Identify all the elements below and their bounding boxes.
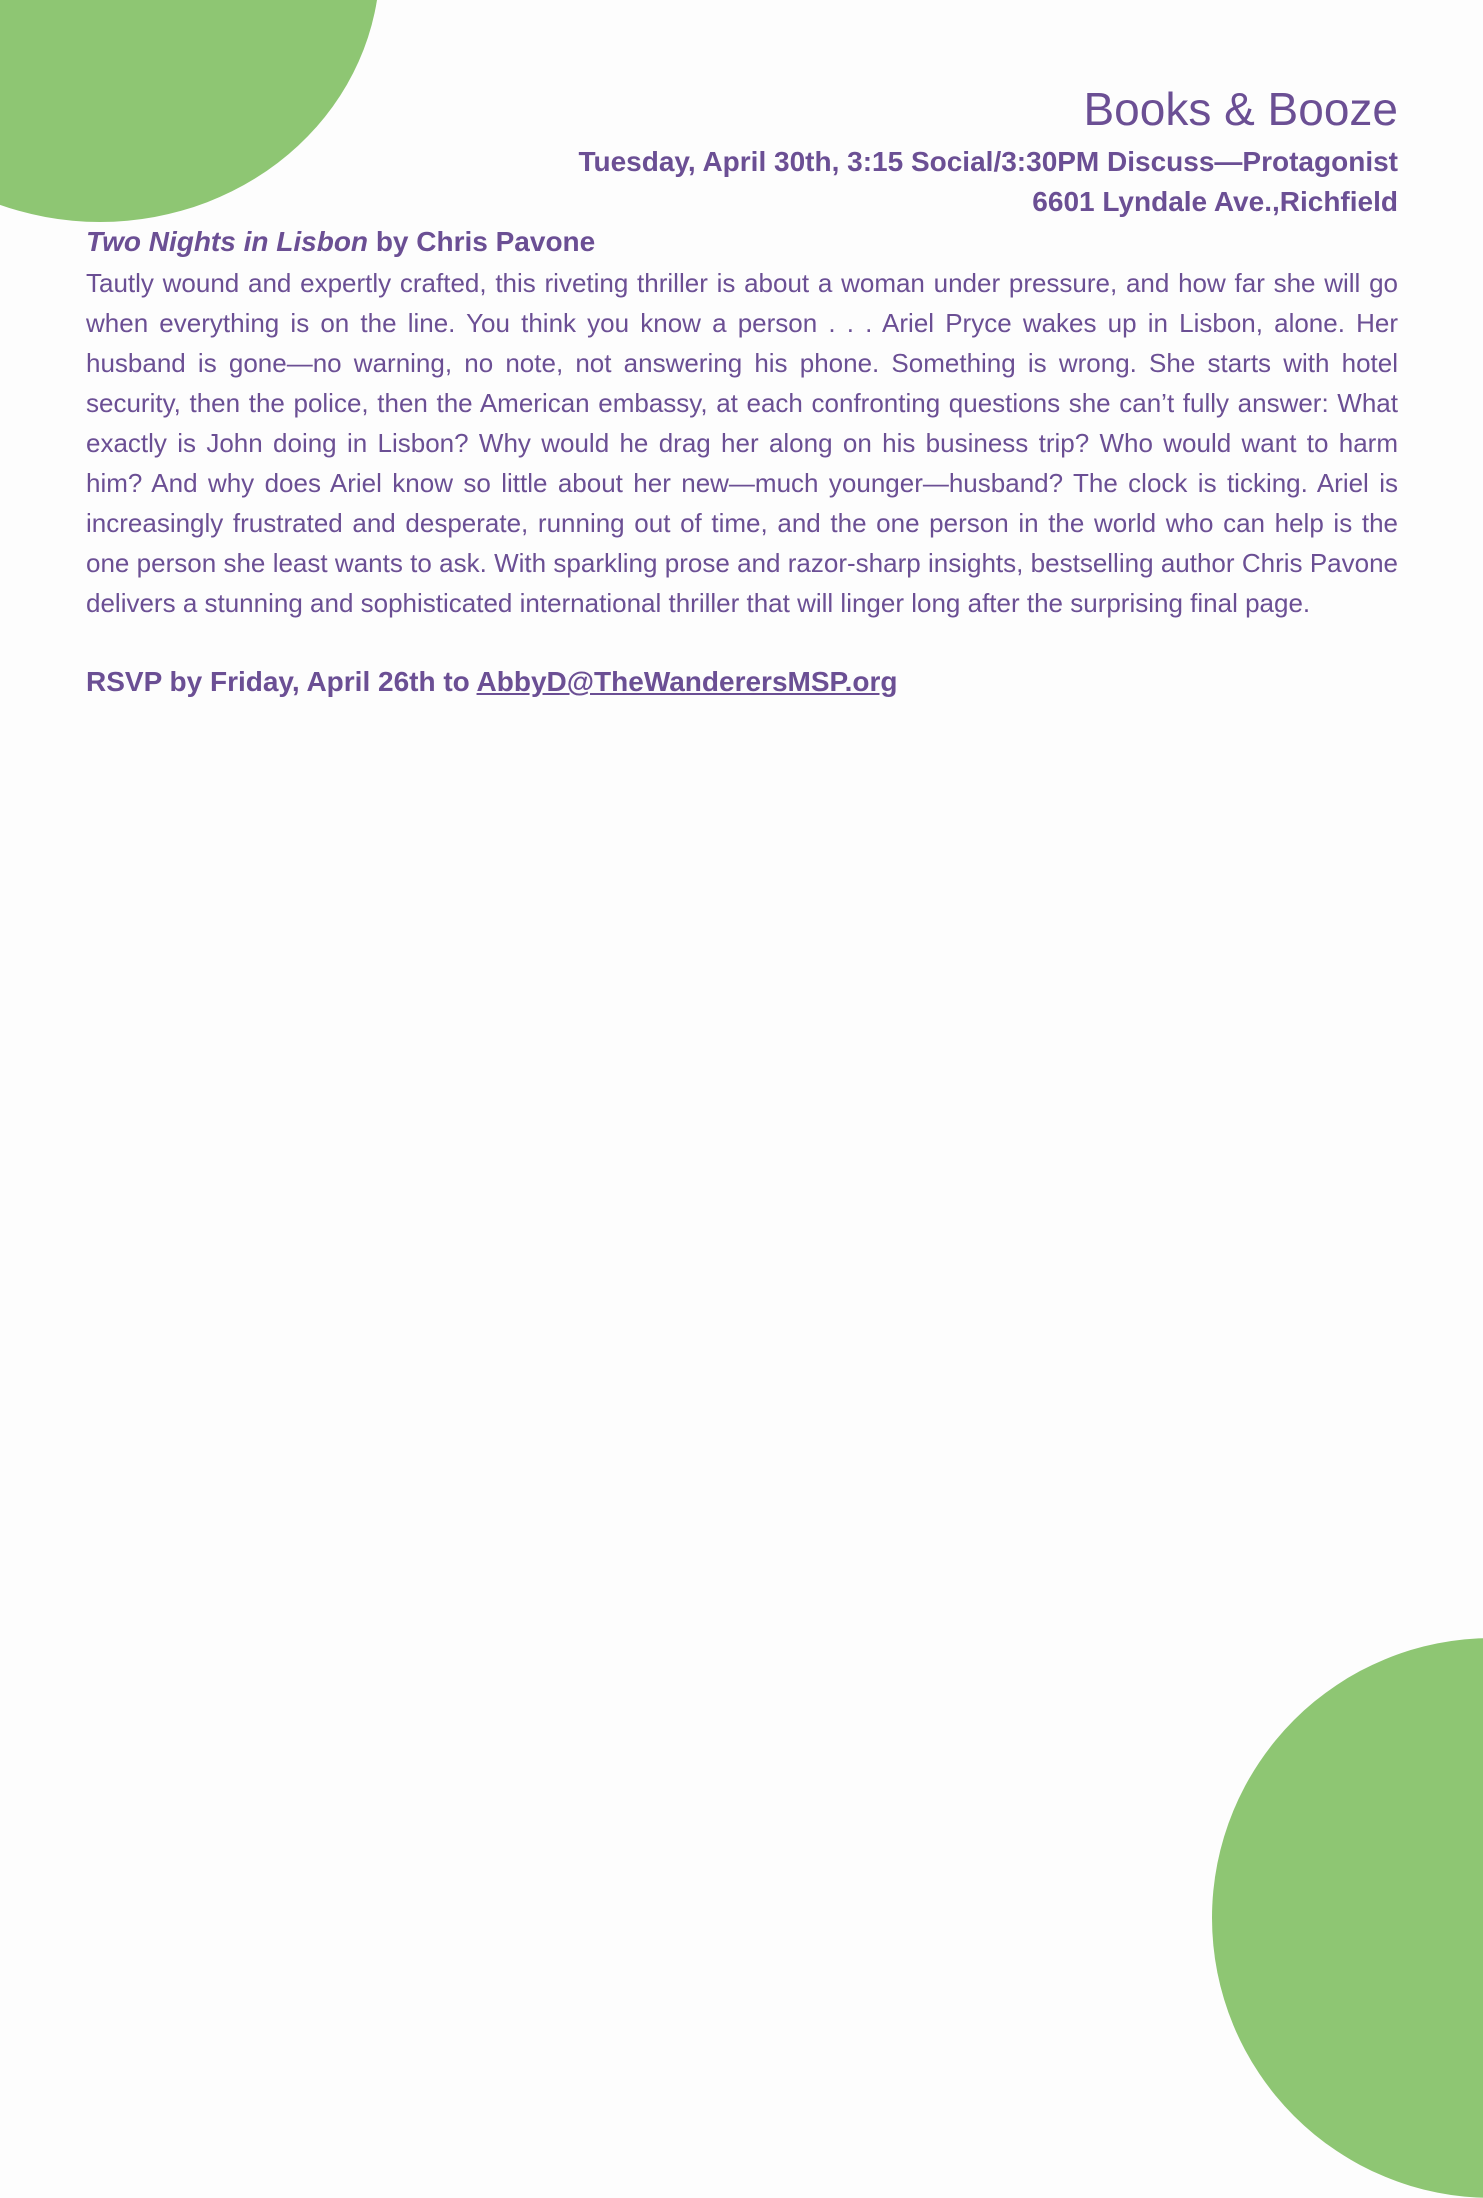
rsvp-line bbox=[86, 662, 897, 702]
book-title: Two Nights in Lisbon bbox=[86, 226, 369, 257]
rsvp-email-link[interactable]: AbbyD@TheWanderersMSP.org bbox=[476, 666, 898, 697]
event-location: 6601 Lyndale Ave.,Richfield bbox=[1032, 186, 1398, 217]
rsvp-text: RSVP by Friday, April 26th to bbox=[86, 666, 477, 697]
book-heading bbox=[86, 222, 595, 262]
event-date-time: Tuesday, April 30th, 3:15 Social/3:30PM Discuss—Protagonist bbox=[578, 146, 1398, 177]
decorative-green-circle-top-left bbox=[0, 0, 380, 222]
page-title: Books & Booze bbox=[1083, 83, 1398, 135]
book-description: Tautly wound and expertly crafted, this riveting thriller is about a woman under pressure, and how far she will go when everything is on the line. You think you know a person . . . Ariel Pryce wakes up in Lisbon, alone. Her husband is gone—no warning, no note, not answering his phone. Something is wrong. She starts with hotel security, then the police, then the American embassy, at each confronting questions she can’t fully answer: What exactly is John doing in Lisbon? Why would he drag her along on his business trip? Who would want to harm him? And why does Ariel know so little about her new—much younger—husband? The clock is ticking. Ariel is increasingly frustrated and desperate, running out of time, and the one person in the world who can help is the one person she least wants to ask. With sparkling prose and razor-sharp insights, bestselling author Chris Pavone delivers a stunning and sophisticated international thriller that will linger long after the surprising final page. bbox=[86, 268, 1398, 618]
decorative-green-circle-bottom-right bbox=[1212, 1638, 1483, 2198]
book-author: by Chris Pavone bbox=[368, 226, 596, 257]
